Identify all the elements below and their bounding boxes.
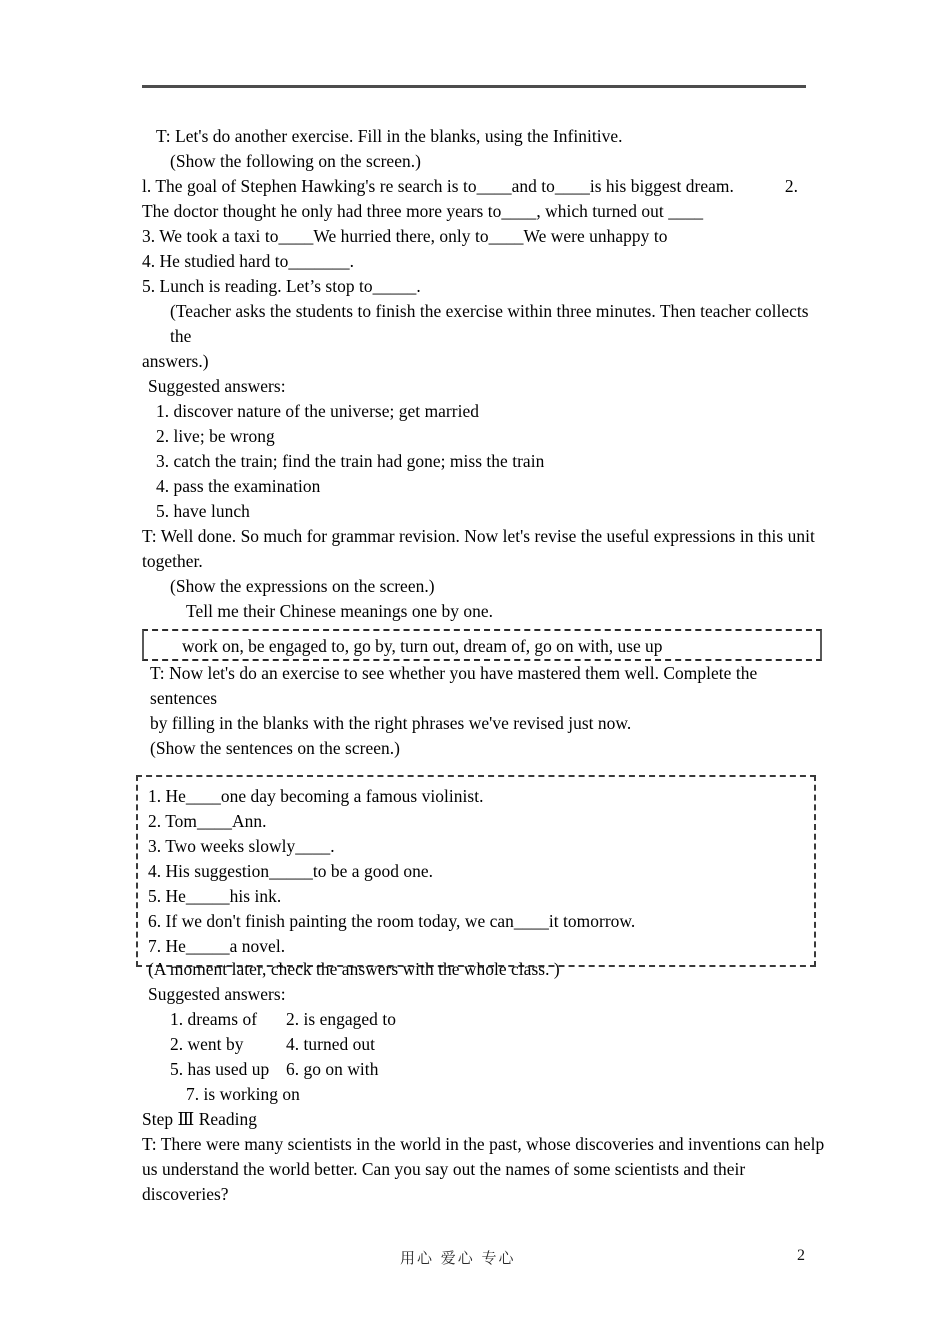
- answer-5: 5. has used up: [170, 1059, 270, 1079]
- suggested-answers-heading-1: Suggested answers:: [148, 376, 286, 396]
- sentence-item-2: 2. Tom____Ann.: [148, 811, 267, 831]
- expressions-box: [142, 629, 822, 661]
- paragraph-chinese-meanings: Tell me their Chinese meanings one by one.: [186, 601, 494, 621]
- exercise-item-2-number: 2.: [784, 176, 798, 196]
- page-content: [142, 124, 822, 761]
- suggested-answer-4: 4. pass the examination: [156, 476, 321, 496]
- suggested-answer-2: 2. live; be wrong: [156, 426, 275, 446]
- answer-1: 1. dreams of: [170, 1009, 258, 1029]
- answer-7: 7. is working on: [186, 1084, 300, 1104]
- answer-row-2: [142, 1032, 832, 1057]
- paragraph-teacher-instruction-cont: answers.): [142, 351, 209, 371]
- paragraph-show-expressions: (Show the expressions on the screen.): [170, 576, 435, 596]
- exercise-item-4: 4. He studied hard to_______.: [142, 251, 355, 271]
- exercise-item-1-text: l. The goal of Stephen Hawking's re search is to____and to____is his biggest dream.: [142, 176, 734, 196]
- sentence-item-6: 6. If we don't finish painting the room today, we can____it tomorrow.: [148, 911, 636, 931]
- paragraph-teacher-instruction: (Teacher asks the students to finish the exercise within three minutes. Then teacher collects the: [170, 301, 814, 346]
- page-number: 2: [797, 1247, 805, 1264]
- sentence-item-3: 3. Two weeks slowly____.: [148, 836, 335, 856]
- sentences-box: [136, 775, 816, 967]
- paragraph-well-done: T: Well done. So much for grammar revision. Now let's revise the useful expressions in this unit: [142, 526, 815, 546]
- sentence-item-7: 7. He_____a novel.: [148, 936, 286, 956]
- exercise-item-5: 5. Lunch is reading. Let’s stop to_____.: [142, 276, 421, 296]
- answer-row-1: [142, 1007, 832, 1032]
- sentence-item-5: 5. He_____his ink.: [148, 886, 282, 906]
- header-rule: [142, 85, 806, 88]
- exercise-item-2: The doctor thought he only had three more years to____, which turned out ____: [142, 201, 704, 221]
- suggested-answer-5: 5. have lunch: [156, 501, 250, 521]
- suggested-answer-3: 3. catch the train; find the train had gone; miss the train: [156, 451, 545, 471]
- paragraph-well-done-cont: together.: [142, 551, 203, 571]
- paragraph-new-exercise-cont: by filling in the blanks with the right phrases we've revised just now.: [150, 713, 632, 733]
- paragraph-scientists: T: There were many scientists in the world in the past, whose discoveries and inventions can help: [142, 1134, 825, 1154]
- paragraph-scientists-cont: us understand the world better. Can you say out the names of some scientists and their: [142, 1159, 746, 1179]
- paragraph-new-exercise: T: Now let's do an exercise to see whether you have mastered them well. Complete the sentences: [150, 663, 762, 708]
- answer-row-3: [142, 1057, 832, 1082]
- page-footer: [0, 1247, 950, 1273]
- answer-4: 4. turned out: [286, 1034, 376, 1054]
- paragraph-check-answers: (A moment later, check the answers with the whole class. ): [148, 959, 560, 979]
- expressions-box-text: work on, be engaged to, go by, turn out, dream of, go on with, use up: [182, 636, 663, 656]
- answer-3: 2. went by: [170, 1034, 244, 1054]
- answers-section: [142, 957, 832, 1207]
- answer-6: 6. go on with: [286, 1059, 379, 1079]
- paragraph-scientists-end: discoveries?: [142, 1184, 229, 1204]
- answer-2: 2. is engaged to: [286, 1009, 396, 1029]
- exercise-item-1: [142, 174, 822, 199]
- sentence-item-1: 1. He____one day becoming a famous violinist.: [148, 786, 484, 806]
- paragraph-teacher-intro: T: Let's do another exercise. Fill in the blanks, using the Infinitive.: [156, 126, 623, 146]
- step-heading: Step Ⅲ Reading: [142, 1109, 258, 1129]
- paragraph-show-sentences: (Show the sentences on the screen.): [150, 738, 400, 758]
- sentence-item-4: 4. His suggestion_____to be a good one.: [148, 861, 434, 881]
- exercise-item-3: 3. We took a taxi to____We hurried there, only to____We were unhappy to: [142, 226, 668, 246]
- paragraph-show-following: (Show the following on the screen.): [170, 151, 421, 171]
- suggested-answers-heading-2: Suggested answers:: [148, 984, 286, 1004]
- suggested-answer-1: 1. discover nature of the universe; get married: [156, 401, 479, 421]
- footer-note: 用心 爱心 专心: [400, 1249, 516, 1267]
